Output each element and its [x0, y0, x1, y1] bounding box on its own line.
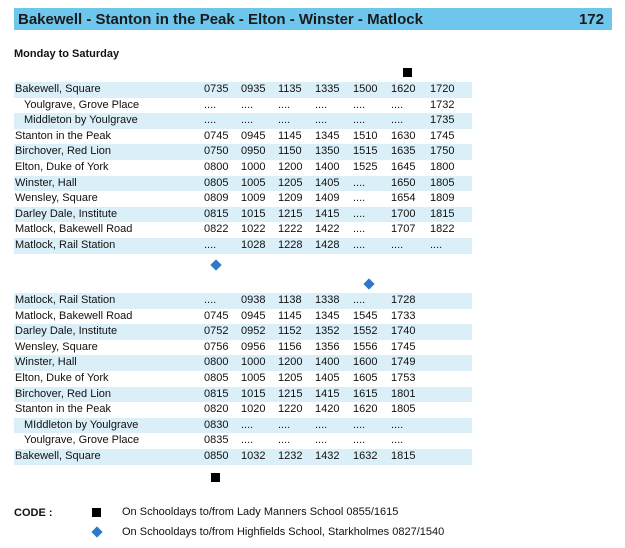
departure-time: 0830 [204, 418, 229, 431]
timetable-row [14, 82, 472, 98]
departure-time: 0745 [204, 129, 229, 142]
departure-time: 1352 [315, 325, 340, 338]
departure-time: .... [204, 238, 217, 251]
departure-time: 0800 [204, 356, 229, 369]
departure-time: 1022 [241, 223, 266, 236]
timetable-row [14, 324, 472, 340]
departure-time: 0952 [241, 325, 266, 338]
departure-time: 1432 [315, 449, 340, 462]
departure-time: .... [353, 418, 366, 431]
departure-time: 1138 [278, 294, 302, 306]
departure-time: 1707 [391, 223, 416, 236]
departure-time: 1222 [278, 223, 303, 236]
departure-time: 1400 [315, 356, 340, 369]
departure-time: 1009 [241, 192, 266, 205]
departure-time: 1805 [391, 403, 416, 416]
departure-time: 1338 [315, 294, 340, 306]
departure-time: 1356 [315, 340, 340, 353]
departure-time: 1228 [278, 238, 303, 251]
timetable-row [14, 222, 472, 238]
route-title: Bakewell - Stanton in the Peak - Elton - Winster - Matlock [18, 10, 423, 28]
departure-time: 1145 [278, 309, 302, 322]
departure-time: 0815 [204, 387, 229, 400]
departure-time: .... [241, 98, 254, 111]
departure-time: 1735 [430, 114, 455, 127]
legend-row-square [92, 506, 398, 518]
departure-time: .... [353, 223, 366, 236]
stop-name: Matlock, Bakewell Road [15, 223, 133, 236]
departure-time: 1620 [353, 403, 378, 416]
departure-time: 1215 [278, 387, 303, 400]
departure-time: 1015 [241, 387, 266, 400]
departure-time: 1205 [278, 371, 303, 384]
stop-name: Matlock, Bakewell Road [15, 309, 133, 322]
departure-time: .... [315, 114, 328, 127]
stop-name: Youlgrave, Grove Place [24, 434, 140, 447]
departure-time: 1805 [430, 176, 455, 189]
timetable-row [14, 433, 472, 449]
departure-time: .... [391, 418, 404, 431]
departure-time: 1135 [278, 83, 302, 95]
departure-time: 1630 [391, 129, 416, 142]
departure-time: 0945 [241, 129, 266, 142]
timetable-row [14, 402, 472, 418]
departure-time: 1732 [430, 98, 455, 111]
departure-time: .... [391, 238, 404, 251]
departure-time: .... [315, 418, 328, 431]
departure-time: .... [353, 238, 366, 251]
departure-time: 1415 [315, 387, 340, 400]
departure-time: 1156 [278, 340, 302, 353]
timetable-row [14, 309, 472, 325]
stop-name: Bakewell, Square [15, 83, 101, 95]
departure-time: 1405 [315, 371, 340, 384]
departure-time: 1600 [353, 356, 378, 369]
legend-text: On Schooldays to/from Lady Manners School 0855/1615 [122, 506, 399, 518]
square-marker-icon [403, 68, 412, 77]
departure-time: 0835 [204, 434, 229, 447]
route-header [14, 8, 612, 30]
departure-time: 1632 [353, 449, 378, 462]
departure-time: 0956 [241, 340, 266, 353]
departure-time: 1345 [315, 129, 340, 142]
departure-time: .... [278, 114, 291, 127]
stop-name: Bakewell, Square [15, 449, 101, 462]
departure-time: 1220 [278, 403, 303, 416]
departure-time: 0822 [204, 223, 229, 236]
departure-time: 1815 [391, 449, 416, 462]
departure-time: .... [204, 114, 217, 127]
departure-time: 1005 [241, 176, 266, 189]
departure-time: .... [353, 192, 366, 205]
stop-name: MIddleton by Youlgrave [24, 418, 139, 431]
stop-name: Birchover, Red Lion [15, 387, 111, 400]
departure-time: 1209 [278, 192, 303, 205]
departure-time: .... [241, 418, 254, 431]
timetable-row [14, 449, 472, 465]
route-number: 172 [578, 10, 604, 28]
departure-time: .... [353, 176, 366, 189]
departure-time: 1150 [278, 145, 302, 158]
timetable-row [14, 129, 472, 145]
outbound-timetable [14, 82, 472, 254]
departure-time: 1415 [315, 207, 340, 220]
departure-time: 1028 [241, 238, 266, 251]
timetable-row [14, 371, 472, 387]
departure-time: .... [241, 114, 254, 127]
departure-time: .... [353, 98, 366, 111]
departure-time: 0756 [204, 340, 229, 353]
service-days: Monday to Saturday [14, 48, 120, 60]
departure-time: 1556 [353, 340, 378, 353]
timetable-row [14, 238, 472, 254]
departure-time: 0752 [204, 325, 229, 338]
timetable-row [14, 418, 472, 434]
departure-time: 1420 [315, 403, 340, 416]
timetable-row [14, 207, 472, 223]
departure-time: 1032 [241, 449, 266, 462]
departure-time: 1552 [353, 325, 378, 338]
stop-name: Darley Dale, Institute [15, 325, 118, 338]
diamond-icon [91, 526, 102, 537]
departure-time: .... [353, 294, 366, 306]
stop-name: Stanton in the Peak [15, 129, 112, 142]
departure-time: 0745 [204, 309, 229, 322]
timetable-row [14, 98, 472, 114]
departure-time: 1015 [241, 207, 266, 220]
diamond-marker-icon [210, 259, 221, 270]
stop-name: Darley Dale, Institute [15, 207, 118, 220]
departure-time: 1822 [430, 223, 455, 236]
inbound-timetable [14, 293, 472, 465]
departure-time: 0815 [204, 207, 229, 220]
departure-time: 1650 [391, 176, 416, 189]
timetable-row [14, 355, 472, 371]
departure-time: .... [353, 434, 366, 447]
square-icon [92, 508, 101, 517]
departure-time: 0938 [241, 294, 266, 306]
stop-name: Middleton by Youlgrave [24, 114, 138, 127]
departure-time: 1728 [391, 294, 416, 306]
departure-time: .... [278, 98, 291, 111]
departure-time: .... [204, 98, 217, 111]
departure-time: .... [278, 418, 291, 431]
departure-time: 1200 [278, 160, 303, 173]
departure-time: 1205 [278, 176, 303, 189]
timetable-row [14, 340, 472, 356]
departure-time: 1815 [430, 207, 455, 220]
departure-time: .... [353, 114, 366, 127]
departure-time: .... [391, 98, 404, 111]
departure-time: 1400 [315, 160, 340, 173]
departure-time: 1700 [391, 207, 416, 220]
departure-time: 1428 [315, 238, 340, 251]
departure-time: 0820 [204, 403, 229, 416]
departure-time: 1809 [430, 192, 455, 205]
legend-text: On Schooldays to/from Highfields School, Starkholmes 0827/1540 [122, 526, 445, 538]
departure-time: 1545 [353, 309, 378, 322]
departure-time: .... [241, 434, 254, 447]
departure-time: 1232 [278, 449, 303, 462]
departure-time: .... [315, 98, 328, 111]
departure-time: 1405 [315, 176, 340, 189]
stop-name: Matlock, Rail Station [15, 238, 116, 251]
departure-time: 1525 [353, 160, 378, 173]
timetable-row [14, 160, 472, 176]
departure-time: 1615 [353, 387, 378, 400]
legend-row-diamond [92, 526, 444, 538]
departure-time: .... [391, 114, 404, 127]
departure-time: 1720 [430, 83, 455, 95]
stop-name: Youlgrave, Grove Place [24, 98, 140, 111]
departure-time: 1733 [391, 309, 416, 322]
departure-time: 1350 [315, 145, 340, 158]
departure-time: 1510 [353, 129, 378, 142]
departure-time: 1500 [353, 83, 378, 95]
timetable-row [14, 387, 472, 403]
diamond-marker-icon [363, 278, 374, 289]
departure-time: 1605 [353, 371, 378, 384]
departure-time: 1745 [430, 129, 455, 142]
departure-time: .... [204, 294, 217, 306]
departure-time: 0750 [204, 145, 229, 158]
departure-time: 1152 [278, 325, 302, 338]
departure-time: .... [430, 238, 443, 251]
departure-time: 1645 [391, 160, 416, 173]
timetable-row [14, 144, 472, 160]
departure-time: 1800 [430, 160, 455, 173]
departure-time: 1635 [391, 145, 416, 158]
departure-time: 0805 [204, 176, 229, 189]
stop-name: Winster, Hall [15, 176, 77, 189]
departure-time: 1801 [391, 387, 416, 400]
code-label: CODE : [14, 507, 53, 519]
departure-time: 1422 [315, 223, 340, 236]
stop-name: Birchover, Red Lion [15, 145, 111, 158]
stop-name: Winster, Hall [15, 356, 77, 369]
departure-time: 1740 [391, 325, 416, 338]
departure-time: 1215 [278, 207, 303, 220]
timetable-row [14, 176, 472, 192]
departure-time: 0800 [204, 160, 229, 173]
departure-time: 1000 [241, 160, 266, 173]
departure-time: 1200 [278, 356, 303, 369]
departure-time: 0805 [204, 371, 229, 384]
departure-time: 1654 [391, 192, 416, 205]
departure-time: 0735 [204, 83, 229, 95]
timetable-row [14, 293, 472, 309]
stop-name: Wensley, Square [15, 340, 98, 353]
departure-time: 0809 [204, 192, 229, 205]
stop-name: Stanton in the Peak [15, 403, 112, 416]
square-marker-icon [211, 473, 220, 482]
departure-time: 0850 [204, 449, 229, 462]
stop-name: Wensley, Square [15, 192, 98, 205]
departure-time: .... [353, 207, 366, 220]
timetable-row [14, 191, 472, 207]
stop-name: Elton, Duke of York [15, 371, 109, 384]
departure-time: 1335 [315, 83, 340, 95]
timetable-row [14, 113, 472, 129]
departure-time: 1005 [241, 371, 266, 384]
departure-time: .... [315, 434, 328, 447]
departure-time: .... [391, 434, 404, 447]
departure-time: 1753 [391, 371, 416, 384]
departure-time: 1515 [353, 145, 378, 158]
departure-time: 1750 [430, 145, 455, 158]
departure-time: 0935 [241, 83, 266, 95]
departure-time: 1749 [391, 356, 416, 369]
departure-time: 1409 [315, 192, 340, 205]
departure-time: 1345 [315, 309, 340, 322]
departure-time: 1000 [241, 356, 266, 369]
stop-name: Matlock, Rail Station [15, 294, 116, 306]
departure-time: 1145 [278, 129, 302, 142]
departure-time: 1745 [391, 340, 416, 353]
departure-time: .... [278, 434, 291, 447]
stop-name: Elton, Duke of York [15, 160, 109, 173]
departure-time: 1020 [241, 403, 266, 416]
departure-time: 1620 [391, 83, 416, 95]
departure-time: 0945 [241, 309, 266, 322]
departure-time: 0950 [241, 145, 266, 158]
